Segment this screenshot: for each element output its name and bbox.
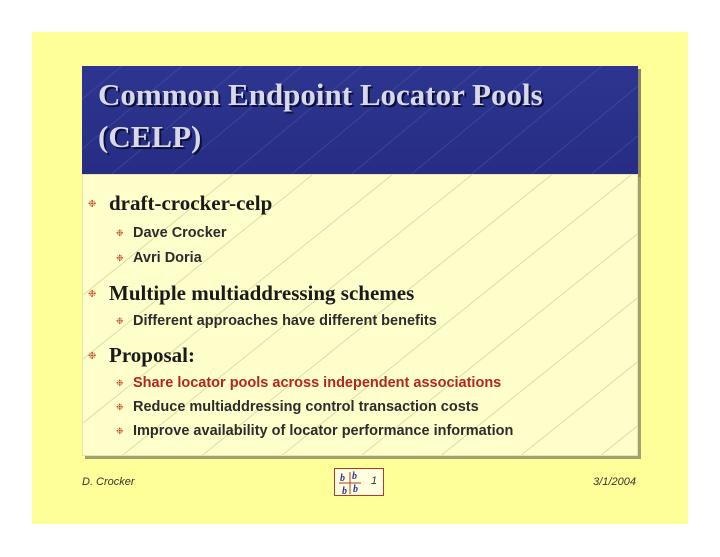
title-line-1: Common Endpoint Locator Pools [98, 77, 543, 112]
bullet-glyph-icon: ❉ [88, 199, 97, 210]
bullet-1 [88, 191, 273, 216]
bullet-3 [88, 343, 195, 368]
bullet-3-sub-3 [116, 423, 514, 439]
bullet-2 [88, 281, 415, 306]
bullet-2-text: Multiple multiaddressing schemes [109, 281, 415, 305]
slide [32, 32, 688, 524]
bullet-glyph-icon: ❉ [116, 254, 124, 264]
sub-bullet-text: Dave Crocker [133, 225, 227, 241]
sub-bullet-text: Reduce multiaddressing control transaction costs [133, 399, 479, 415]
bullet-glyph-icon: ❉ [88, 351, 97, 362]
sub-bullet-text: Different approaches have different benefits [133, 313, 437, 329]
footer-date: 3/1/2004 [593, 476, 636, 488]
logo-letter: b [353, 484, 358, 495]
bullet-1-sub-1 [116, 225, 227, 241]
footer-author: D. Crocker [82, 476, 135, 488]
title-box [82, 66, 638, 182]
logo-letter: b [352, 471, 357, 482]
bullet-2-sub-1 [116, 313, 437, 329]
sub-bullet-text-highlighted: Share locator pools across independent associations [133, 375, 502, 391]
bullet-3-sub-2 [116, 399, 479, 415]
title-line-2: (CELP) [98, 119, 202, 154]
bullet-glyph-icon: ❉ [116, 403, 124, 413]
bullet-1-text: draft-crocker-celp [109, 191, 273, 215]
bullet-list [83, 175, 637, 455]
sub-bullet-text: Avri Doria [133, 250, 202, 266]
logo-icon [337, 470, 363, 496]
content-box [82, 174, 638, 456]
page-number: 1 [370, 475, 378, 487]
logo-letter: b [340, 473, 345, 484]
sub-bullet-text: Improve availability of locator performance information [133, 423, 514, 439]
bullet-1-sub-2 [116, 250, 202, 266]
bullet-3-sub-1 [116, 375, 502, 391]
bullet-glyph-icon: ❉ [116, 379, 124, 389]
bullet-glyph-icon: ❉ [116, 427, 124, 437]
footer-logo-box [334, 468, 384, 496]
bullet-3-text: Proposal: [109, 343, 195, 367]
slide-title [98, 74, 628, 158]
logo-letter: b [342, 486, 347, 496]
bullet-glyph-icon: ❉ [116, 229, 124, 239]
bullet-glyph-icon: ❉ [88, 289, 97, 300]
bullet-glyph-icon: ❉ [116, 317, 124, 327]
